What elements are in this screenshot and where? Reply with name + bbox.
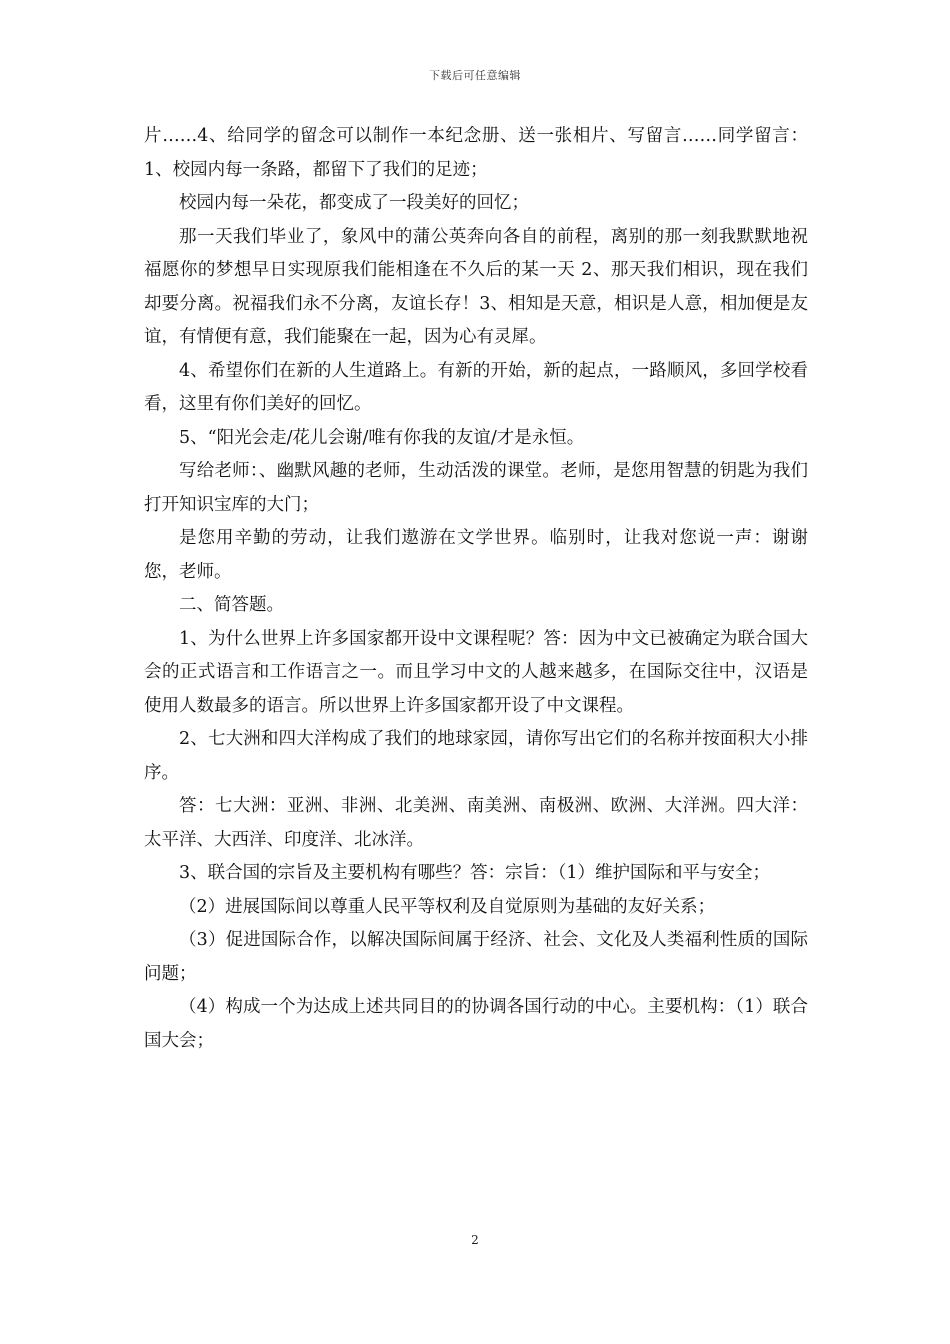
paragraph: 2、七大洲和四大洋构成了我们的地球家园，请你写出它们的名称并按面积大小排序。 xyxy=(144,729,808,783)
paragraph: 5、“阳光会走/花儿会谢/唯有你我的友谊/才是永恒。 xyxy=(179,427,585,448)
paragraph: 是您用辛勤的劳动，让我们遨游在文学世界。临别时，让我对您说一声：谢谢您，老师。 xyxy=(144,528,808,582)
paragraph: 1、为什么世界上许多国家都开设中文课程呢？答：因为中文已被确定为联合国大会的正式语言和工作语言之一。而且学习中文的人越来越多，在国际交往中，汉语是使用人数最多的语言。所以世界上许多国家都开设了中文课程。 xyxy=(144,628,808,716)
paragraph: 答：七大洲：亚洲、非洲、北美洲、南美洲、南极洲、欧洲、大洋洲。四大洋：太平洋、大西洋、印度洋、北冰洋。 xyxy=(144,796,808,850)
paragraph: （3）促进国际合作，以解决国际间属于经济、社会、文化及人类福利性质的国际问题； xyxy=(144,930,808,984)
document-body xyxy=(144,120,808,1058)
paragraph: （2）进展国际间以尊重人民平等权利及自觉原则为基础的友好关系； xyxy=(179,896,716,917)
paragraph: 3、联合国的宗旨及主要机构有哪些？答：宗旨：（1）维护国际和平与安全； xyxy=(179,863,771,883)
paragraph: 校园内每一朵花，都变成了一段美好的回忆； xyxy=(179,193,529,213)
paragraph: 那一天我们毕业了，象风中的蒲公英奔向各自的前程，离别的那一刻我默默地祝福愿你的梦想早日实现原我们能相逢在不久后的某一天 2、那天我们相识，现在我们却要分离。祝福我们永不分离，友谊长存！3、相知是天意，相识是人意，相加便是友谊，有情便有意，我们能聚在一起，因为心有灵犀。 xyxy=(144,226,808,347)
paragraph: 片……4、给同学的留念可以制作一本纪念册、送一张相片、写留言……同学留言：1、校园内每一条路，都留下了我们的足迹； xyxy=(144,126,808,180)
page-number: 2 xyxy=(471,1233,479,1247)
paragraph: 写给老师：、幽默风趣的老师，生动活泼的课堂。老师，是您用智慧的钥匙为我们打开知识宝库的大门； xyxy=(144,461,808,515)
paragraph: （4）构成一个为达成上述共同目的的协调各国行动的中心。主要机构：（1）联合国大会； xyxy=(144,997,808,1051)
page-header: 下载后可任意编辑 xyxy=(429,69,521,82)
section-heading: 二、简答题。 xyxy=(179,595,284,615)
paragraph: 4、希望你们在新的人生道路上。有新的开始，新的起点，一路顺风，多回学校看看，这里有你们美好的回忆。 xyxy=(144,360,808,414)
